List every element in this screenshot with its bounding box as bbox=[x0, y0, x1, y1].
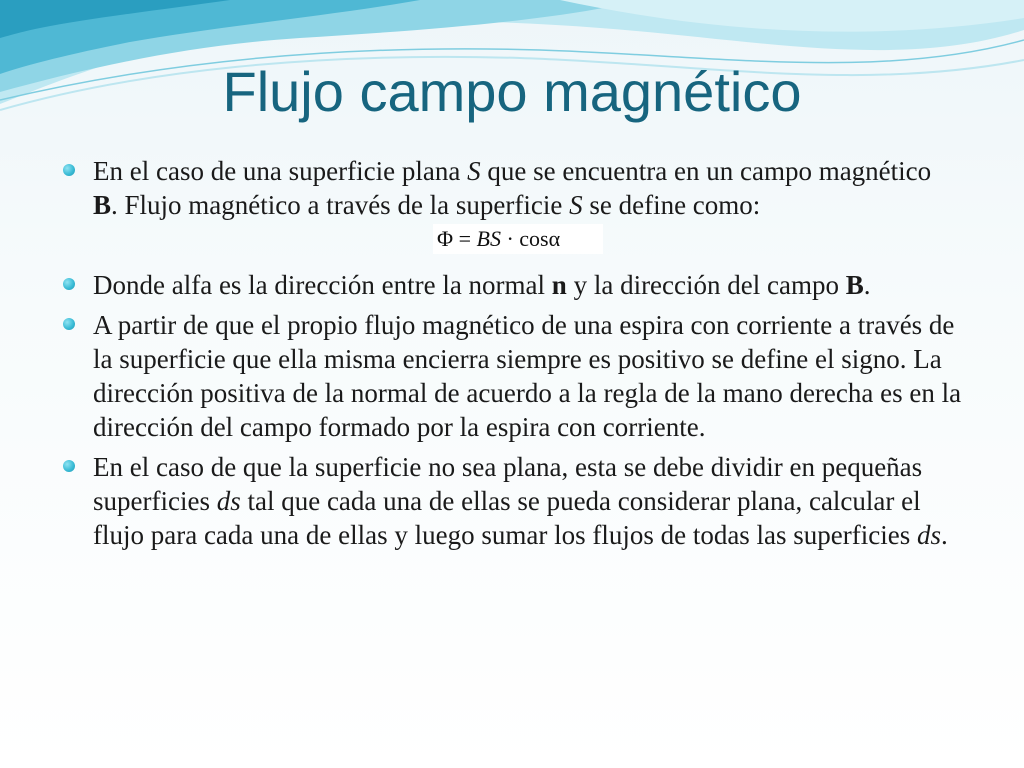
bullet-dot-icon bbox=[63, 164, 75, 176]
formula-phi: Φ bbox=[437, 226, 454, 251]
formula-image bbox=[433, 224, 603, 254]
bullet-italic-text: ds bbox=[216, 486, 241, 516]
bullet-italic-text: S bbox=[569, 190, 583, 220]
formula-variable: BS bbox=[476, 226, 501, 251]
bullet-text: Donde alfa es la dirección entre la normal bbox=[93, 270, 552, 300]
bullet-italic-text: S bbox=[467, 156, 481, 186]
bullet-text: que se encuentra en un campo magnético bbox=[480, 156, 932, 186]
bullet-dot-icon bbox=[63, 318, 75, 330]
bullet-text: tal que cada una de ellas se pueda considerar plana, calcular el flujo para cada una de ellas y luego sumar los flujos de todas las superficies bbox=[93, 486, 921, 550]
bullet-text: En el caso de que la superficie no sea plana, esta se debe dividir en pequeñas superficies bbox=[93, 452, 923, 516]
bullet-text: A partir de que el propio flujo magnético de una espira con corriente a través de la superficie que ella misma encierra siempre es positivo se define el signo. La dirección positiva de la normal de acuerdo a la regla de la mano derecha es en la dirección del campo formado por la espira con corriente. bbox=[93, 310, 962, 442]
bullet-item bbox=[62, 450, 962, 552]
bullet-dot-icon bbox=[63, 278, 75, 290]
bullet-text: se define como: bbox=[582, 190, 761, 220]
bullet-bold-text: B bbox=[845, 270, 864, 300]
bullet-dot-icon bbox=[63, 460, 75, 472]
bullet-text: En el caso de una superficie plana bbox=[93, 156, 468, 186]
bullet-bold-text: B bbox=[93, 190, 112, 220]
bullet-item bbox=[62, 268, 962, 302]
bullet-text: . Flujo magnético a través de la superficie bbox=[111, 190, 570, 220]
slide-title: Flujo campo magnético bbox=[222, 60, 802, 123]
bullet-text: . bbox=[863, 270, 871, 300]
slide-body bbox=[62, 154, 962, 552]
bullet-text: y la dirección del campo bbox=[566, 270, 846, 300]
bullet-italic-text: ds bbox=[917, 520, 942, 550]
bullet-item bbox=[62, 308, 962, 444]
bullet-text: . bbox=[941, 520, 948, 550]
bullet-item bbox=[62, 154, 962, 254]
formula-equals: = bbox=[453, 226, 477, 251]
bullet-bold-text: n bbox=[551, 270, 567, 300]
formula-cos: · cosα bbox=[500, 226, 561, 251]
